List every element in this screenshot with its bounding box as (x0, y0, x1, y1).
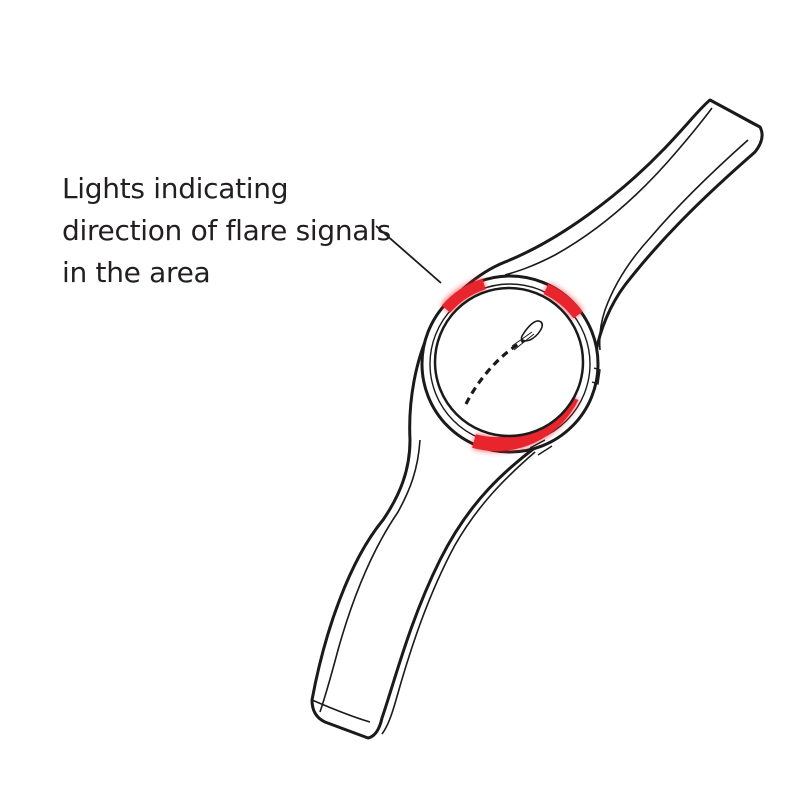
callout-label (62, 168, 442, 294)
callout-line-3: in the area (62, 256, 211, 289)
watch-display-face (435, 288, 583, 436)
callout-line-2: direction of flare signals (62, 214, 391, 247)
callout-line-1: Lights indicating (62, 172, 289, 205)
